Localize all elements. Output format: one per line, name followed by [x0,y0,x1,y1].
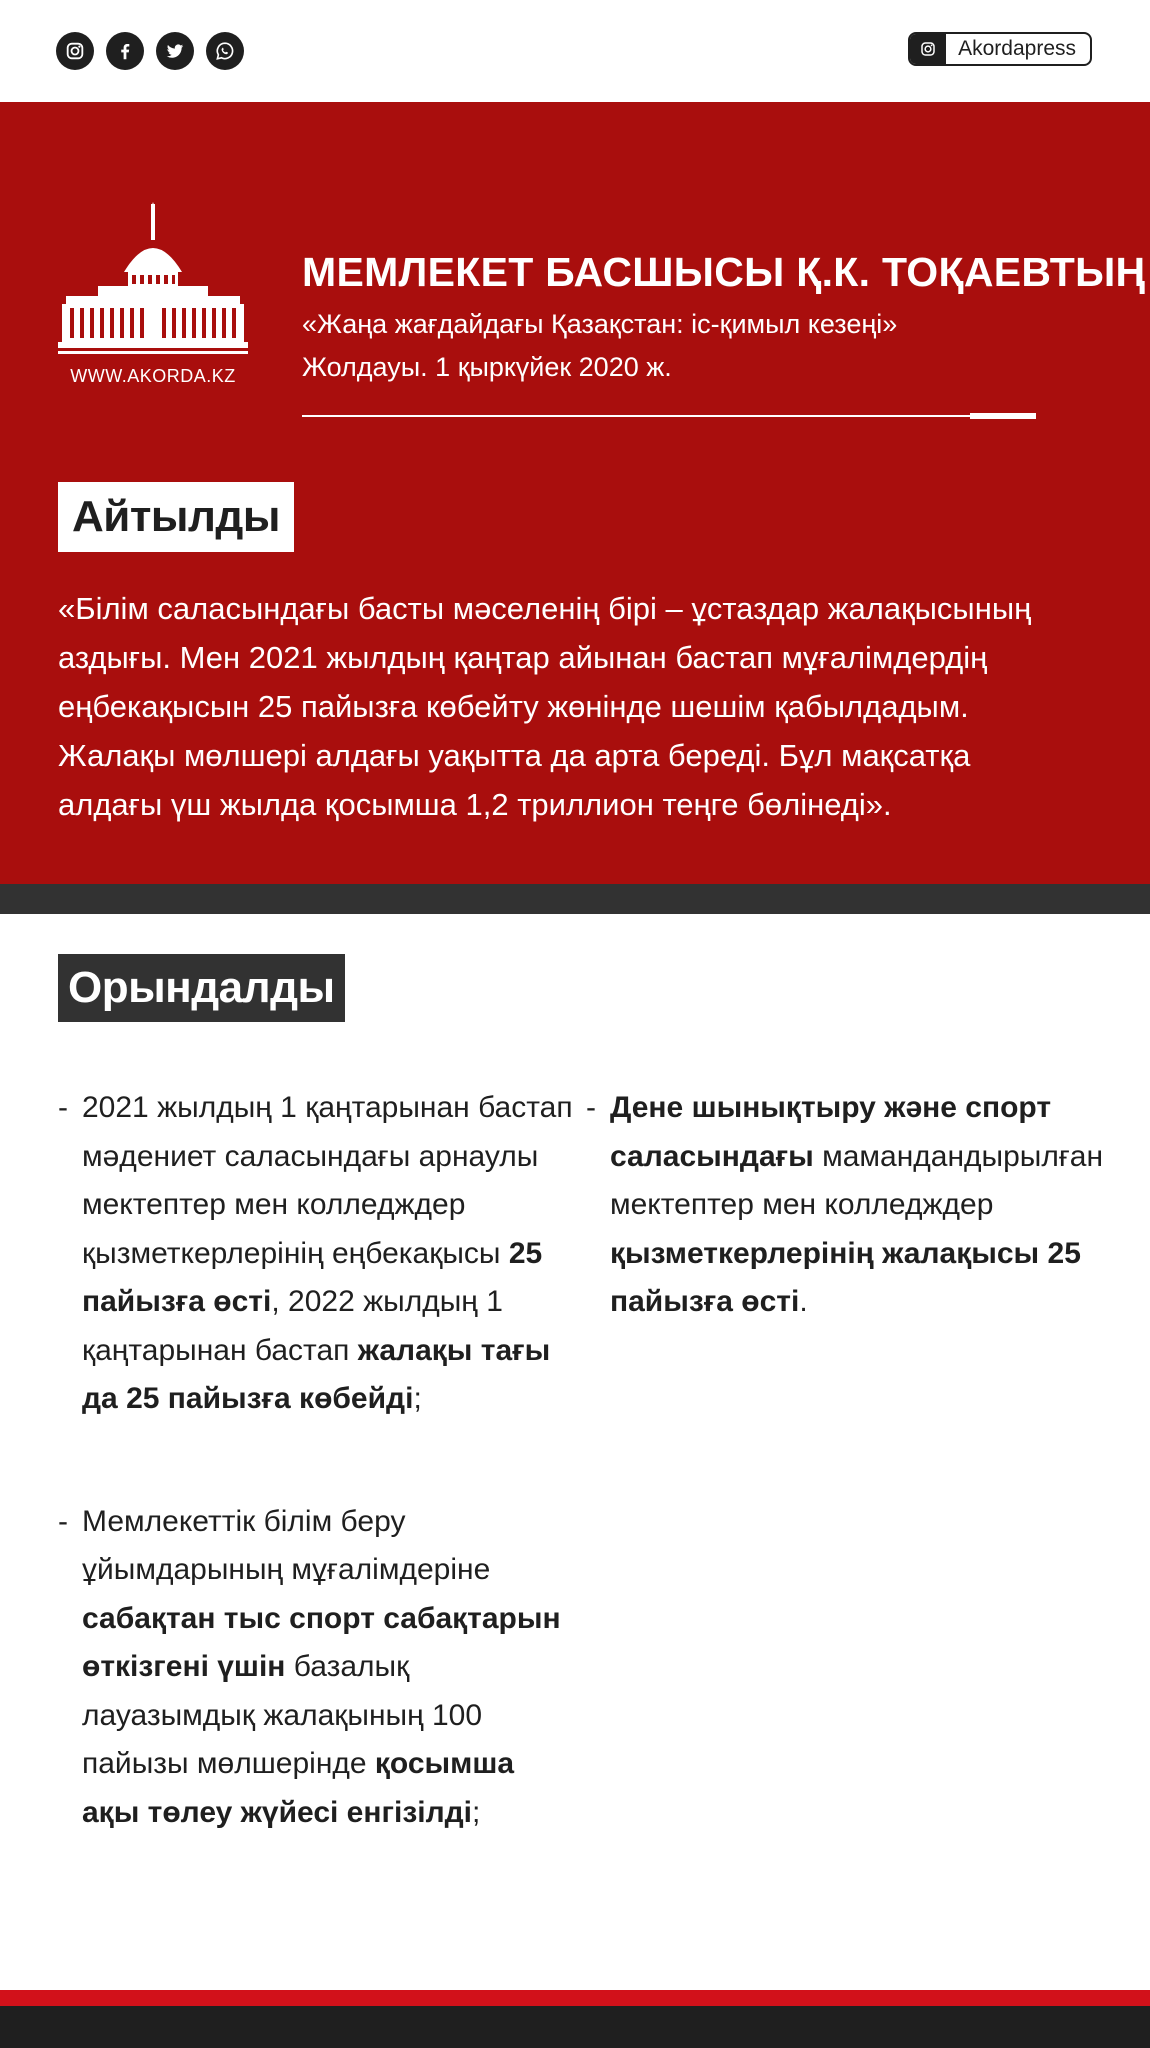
twitter-icon[interactable] [156,32,194,70]
done-column-left [58,1084,578,1885]
done-column-right [586,1084,1106,1375]
subtitle-line-1: «Жаңа жағдайдағы Қазақстан: іс-қимыл кезеңі» [302,309,898,340]
item-text: базалық лауазымдық жалақының 100 пайызы мөлшерінде [82,1650,483,1780]
instagram-icon[interactable] [56,32,94,70]
banner-subtitle [302,303,1042,389]
item-bold-text: Дене шынықтыру және спорт саласындағы [610,1091,1052,1173]
akorda-building-icon [58,202,248,362]
top-bar [0,0,1150,102]
banner-title: МЕМЛЕКЕТ БАСШЫСЫ Қ.К. ТОҚАЕВТЫҢ [302,249,1146,295]
heading-divider [302,415,1036,417]
list-dash: - [58,1504,68,1538]
item-text: ; [472,1795,481,1829]
statement-banner [0,102,1150,884]
item-text: 2021 жылдың 1 қаңтарынан бастап мәдениет саласындағы арнаулы мектептер мен колледждер қызметкерлерінің еңбекақысы [82,1091,573,1270]
item-bold-text: сабақтан тыс спорт сабақтарын өткізгені үшін [82,1601,561,1683]
said-label: Айтылды [58,482,294,552]
section-divider [0,884,1150,914]
list-item [58,1084,578,1424]
item-bold-text: қосымша ақы төлеу жүйесі енгізілді [82,1747,515,1829]
facebook-icon[interactable] [106,32,144,70]
subtitle-line-2: Жолдауы. 1 қыркүйек 2020 ж. [302,352,672,383]
item-bold-text: жалақы тағы да 25 пайызға көбейді [82,1333,551,1415]
banner-heading [302,249,1146,389]
list-item [586,1084,1106,1327]
logo-url: WWW.AKORDA.KZ [70,366,236,386]
heading-divider-accent [970,413,1036,419]
list-item [58,1498,578,1838]
item-text: , 2022 жылдың 1 қаңтарынан бастап [82,1285,503,1367]
akorda-logo [58,202,248,387]
handle-text: Akordapress [958,37,1076,60]
item-bold-text: қызметкерлерінің жалақысы 25 пайызға өсті [610,1236,1081,1318]
quote-text: «Білім саласындағы басты мәселенің бірі – ұстаздар жалақысының аздығы. Мен 2021 жылдың қаңтар айынан бастап мұғалімдердің еңбекақысын 25 пайызға көбейту жөнінде шешім қабылдадым. Жалақы мөлшері алдағы уақытта да арта береді. Бұл мақсатқа алдағы үш жылда қосымша 1,2 триллион теңге бөлінеді». [58,591,1032,822]
instagram-icon [910,34,946,64]
akordapress-handle[interactable] [908,32,1092,66]
item-text: . [799,1285,808,1318]
list-dash: - [58,1091,68,1124]
item-text: Мемлекеттік білім беру ұйымдарының мұғалімдеріне [82,1504,491,1586]
footer-bar [0,2006,1150,2048]
whatsapp-icon[interactable] [206,32,244,70]
list-dash: - [586,1091,596,1124]
footer-accent-line [0,1990,1150,2006]
item-bold-text: 25 пайызға өсті [82,1236,543,1318]
done-label: Орындалды [58,954,345,1022]
item-text: мамандандырылған мектептер мен колледждер [610,1139,1104,1221]
social-links [56,32,244,70]
item-text: ; [413,1382,422,1415]
